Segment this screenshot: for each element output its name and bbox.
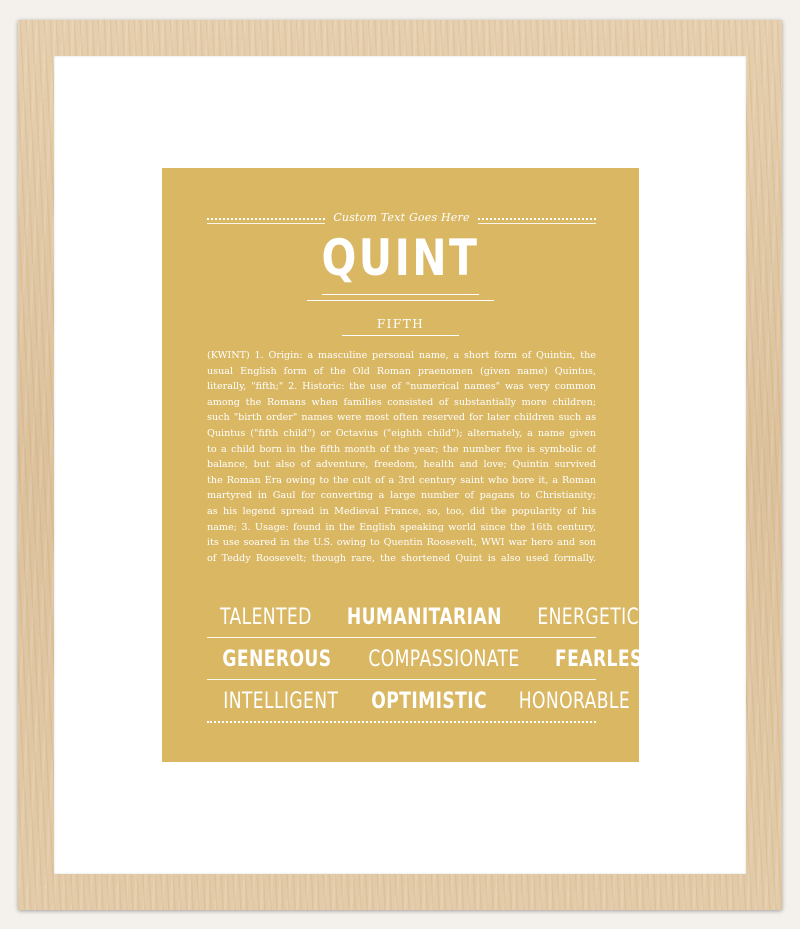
definition-line: (KWINT) 1. Origin: a masculine personal name, a short form of Quintin, the: [207, 350, 596, 361]
definition-line: the Roman Era owing to the cult of a 3rd century saint who bore it, a Roman: [207, 474, 596, 486]
trait-word: HONORABLE: [518, 688, 631, 714]
trait-word: TALENTED: [219, 604, 312, 630]
definition-line: as his legend spread in Medieval France, so, too, did the popularity of his: [207, 505, 596, 517]
wood-frame: [18, 20, 782, 910]
definition-line: balance, but also of adventure, freedom, health and love; Quintin survived: [207, 459, 596, 471]
traits-row-2: [207, 642, 655, 676]
definition-line: Quintus ("fifth child") or Octavius ("eighth child"); alternately, a name given: [207, 427, 596, 439]
trait-word: FEARLESS: [554, 646, 655, 672]
definition-line: literally, "fifth;" 2. Historic: the use of "numerical names" was very common: [207, 381, 596, 393]
name-underline: [322, 294, 479, 295]
traits-dotted-divider: [207, 721, 596, 723]
definition-line: to a child born in the fifth month of the year; the number five is symbolic of: [207, 443, 596, 455]
definition-line: martyred in Gaul for converting a large number of pagans to Christianity;: [207, 490, 596, 502]
name-meaning: FIFTH: [376, 317, 425, 331]
white-mat: [54, 56, 746, 874]
divider-line-right: [478, 223, 596, 224]
traits-divider-1: [207, 637, 596, 638]
traits-divider-2: [207, 679, 596, 680]
definition-line: usual English form of the Old Roman praenomen (given name) Quintus,: [207, 365, 596, 377]
traits-row-1: [207, 600, 640, 634]
trait-word: COMPASSIONATE: [368, 646, 520, 672]
trait-word: GENEROUS: [222, 646, 332, 672]
custom-text: Custom Text Goes Here: [333, 211, 470, 224]
traits-row-3: [207, 684, 631, 718]
name-meaning-print: [162, 168, 655, 762]
dotted-divider-right: [478, 218, 596, 220]
name-definition: [207, 348, 596, 566]
definition-line: name; 3. Usage: found in the English speaking world since the 16th century,: [207, 521, 596, 533]
trait-word: OPTIMISTIC: [370, 688, 487, 714]
definition-line: its use soared in the U.S. owing to Quentin Roosevelt, WWI war hero and son: [207, 537, 596, 549]
definition-line: among the Romans when families consisted of substantially more children;: [207, 396, 596, 408]
trait-word: ENERGETIC: [537, 604, 640, 630]
trait-word: HUMANITARIAN: [346, 604, 502, 630]
name-title: QUINT: [321, 229, 480, 287]
name-underline-wide: [307, 300, 494, 301]
meaning-underline: [342, 335, 459, 336]
trait-word: INTELLIGENT: [223, 688, 339, 714]
definition-line: of Teddy Roosevelt; though rare, the shortened Quint is also used formally.: [207, 552, 596, 564]
definition-line: such "birth order" names were most often reserved for later children such as: [207, 412, 596, 424]
